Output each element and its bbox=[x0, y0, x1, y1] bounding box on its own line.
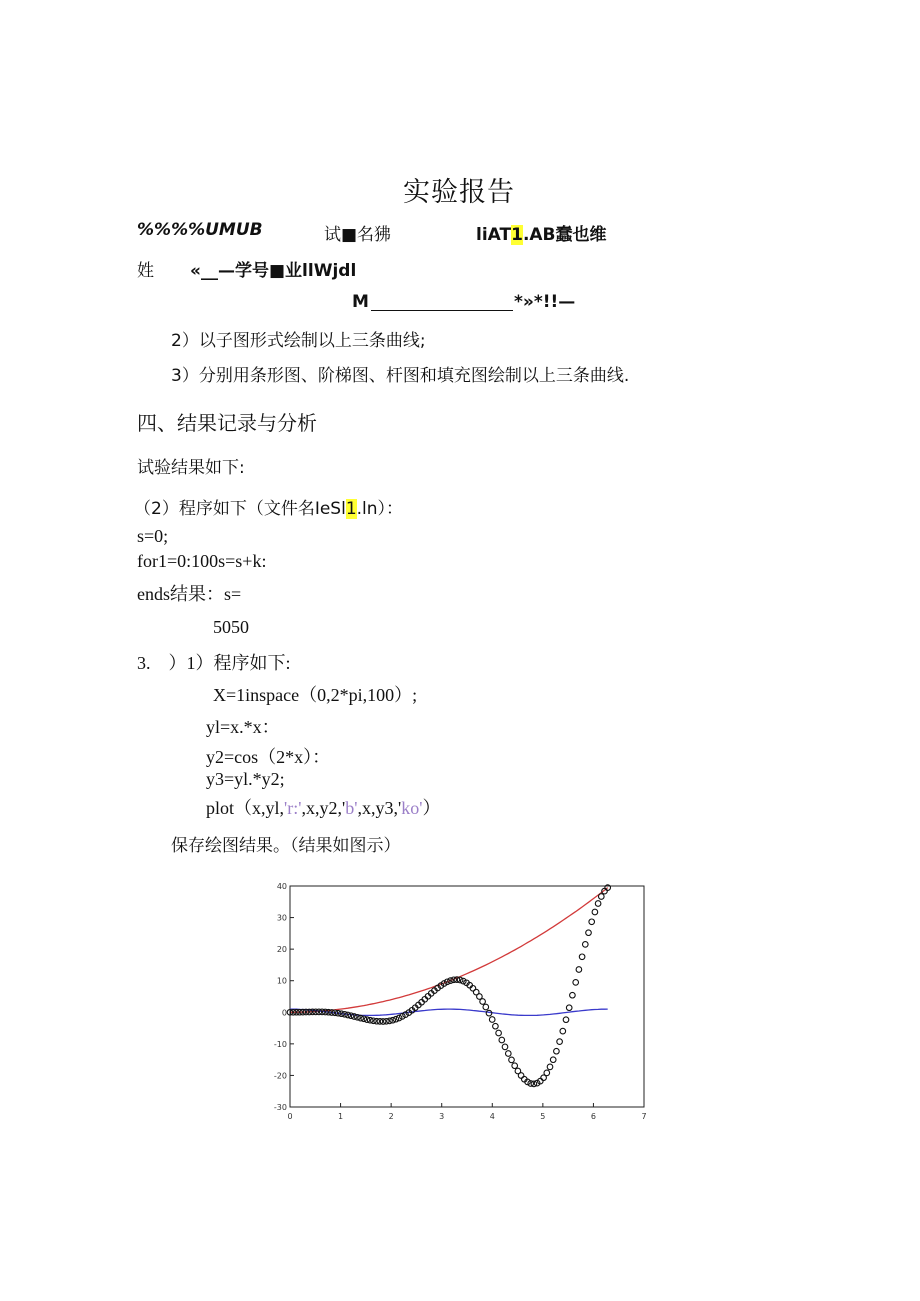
program2-line-1: s=0; bbox=[137, 526, 169, 546]
plot-arg-b: b' bbox=[345, 798, 358, 818]
y-tick-label: 0 bbox=[281, 1008, 287, 1018]
y-tick-label: 40 bbox=[276, 882, 287, 891]
x-tick-label: 0 bbox=[287, 1112, 293, 1121]
task-3: 3）分别用条形图、阶梯图、杆图和填充图绘制以上三条曲线. bbox=[171, 366, 630, 386]
surname-label: 姓 bbox=[137, 261, 154, 281]
plot-mid2: ,x,y3,' bbox=[357, 798, 402, 818]
y-tick-label: 20 bbox=[276, 945, 287, 955]
save-note: 保存绘图结果。（结果如图示） bbox=[171, 836, 401, 856]
program3-line-1: X=1inspace（0,2*pi,100）; bbox=[213, 685, 418, 705]
program2-heading-pre: （2）程序如下（文件名IeSl bbox=[134, 499, 346, 519]
name-pre: liAT bbox=[476, 225, 512, 245]
plot-arg-r: 'r:' bbox=[284, 798, 302, 818]
page-title: 实验报告 bbox=[403, 177, 515, 208]
name-post: .AB蠢也维 bbox=[522, 225, 607, 245]
y-tick-label: -10 bbox=[273, 1039, 287, 1049]
program3-line-4: y3=yl.*y2; bbox=[206, 769, 285, 789]
info-line-left: M bbox=[352, 292, 369, 312]
plot-arg-ko: ko' bbox=[401, 798, 423, 818]
program2-line-2: for1=0:100s=s+k: bbox=[137, 551, 267, 571]
program2-result: 5050 bbox=[213, 617, 249, 637]
experiment-name-label: 试■名狒 bbox=[324, 225, 392, 245]
plot-mid1: ,x,y2,' bbox=[301, 798, 346, 818]
course-code: %%%%UMUB bbox=[137, 220, 263, 240]
name-highlight: 1 bbox=[511, 225, 523, 245]
task-2: 2）以子图形式绘制以上三条曲线; bbox=[171, 331, 426, 351]
x-tick-label: 4 bbox=[489, 1112, 495, 1121]
program3-line-2: yl=x.*x： bbox=[206, 717, 280, 737]
x-tick-label: 6 bbox=[590, 1112, 596, 1121]
student-info: «__—学号■业llWjdl bbox=[190, 261, 357, 281]
results-intro: 试验结果如下: bbox=[137, 458, 245, 478]
y-tick-label: 30 bbox=[276, 913, 287, 923]
program2-heading bbox=[134, 494, 403, 519]
program3-line-3: y2=cos（2*x）： bbox=[206, 747, 331, 767]
plot-pre: plot（x,yl, bbox=[206, 798, 285, 818]
y-tick-label: -30 bbox=[273, 1103, 287, 1112]
program2-line-3: ends结果：s= bbox=[137, 584, 242, 604]
info-line-right: *»*!!— bbox=[514, 292, 576, 312]
section-heading: 四、结果记录与分析 bbox=[137, 411, 317, 435]
x-tick-label: 7 bbox=[641, 1112, 647, 1121]
experiment-name-value bbox=[476, 220, 607, 245]
y-tick-label: 10 bbox=[276, 976, 287, 986]
x-tick-label: 2 bbox=[388, 1112, 394, 1121]
program2-heading-post: .ln）： bbox=[356, 499, 404, 519]
program2-heading-highlight: 1 bbox=[345, 499, 357, 519]
x-tick-label: 3 bbox=[439, 1112, 445, 1121]
matlab-plot bbox=[262, 876, 662, 1126]
blank-underline bbox=[371, 310, 513, 311]
x-tick-label: 5 bbox=[540, 1112, 546, 1121]
y-tick-label: -20 bbox=[273, 1071, 287, 1081]
x-tick-label: 1 bbox=[338, 1112, 344, 1121]
program3-heading: 3. ）1）程序如下: bbox=[137, 653, 291, 673]
program3-plot-line bbox=[206, 794, 441, 820]
plot-post: ） bbox=[422, 798, 441, 818]
